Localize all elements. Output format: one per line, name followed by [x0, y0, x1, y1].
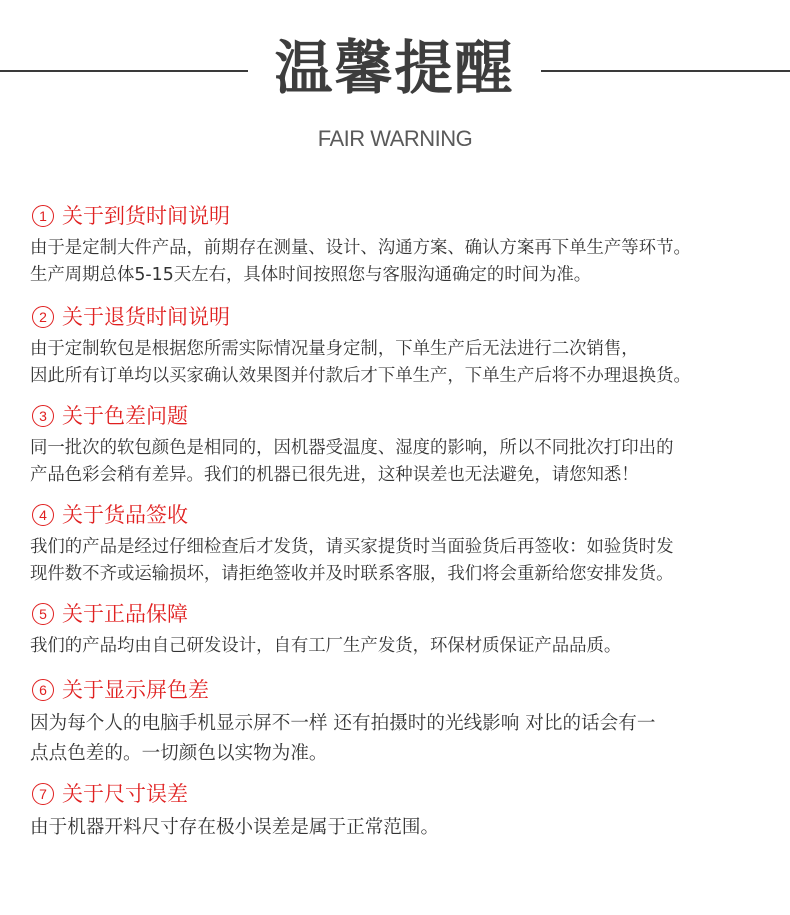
- section-heading: [30, 302, 782, 332]
- section-title: 关于货品签收: [62, 503, 188, 527]
- number-badge: 2: [32, 306, 54, 328]
- left-divider-line: [0, 70, 248, 72]
- section-title: 关于正品保障: [62, 602, 188, 626]
- section-heading: [30, 401, 782, 431]
- right-divider-line: [541, 70, 790, 72]
- section-heading: [30, 201, 782, 231]
- section-body: [30, 709, 782, 769]
- number-badge: 7: [32, 783, 54, 805]
- section-authenticity: [30, 599, 782, 660]
- body-line: 因此所有订单均以买家确认效果图并付款后才下单生产，下单生产后将不办理退换货。: [30, 366, 691, 386]
- body-line: 由于是定制大件产品，前期存在测量、设计、沟通方案、确认方案再下单生产等环节。: [30, 238, 691, 258]
- body-line: 由于机器开料尺寸存在极小误差是属于正常范围。: [30, 817, 440, 838]
- section-title: 关于退货时间说明: [62, 305, 230, 329]
- section-title: 关于尺寸误差: [62, 782, 188, 806]
- section-size-tolerance: [30, 779, 782, 843]
- section-body: [30, 813, 782, 843]
- header: [0, 0, 790, 170]
- body-line: 现件数不齐或运输损坏，请拒绝签收并及时联系客服，我们将会重新给您安排发货。: [30, 564, 674, 584]
- section-body: [30, 633, 782, 660]
- section-color-difference: [30, 401, 782, 489]
- section-body: [30, 435, 782, 489]
- section-return-policy: [30, 302, 782, 390]
- section-receipt: [30, 500, 782, 588]
- body-line: 同一批次的软包颜色是相同的，因机器受温度、湿度的影响，所以不同批次打印出的: [30, 438, 674, 458]
- body-line: 产品色彩会稍有差异。我们的机器已很先进，这种误差也无法避免，请您知悉！: [30, 465, 639, 485]
- section-title: 关于色差问题: [62, 404, 188, 428]
- section-heading: [30, 675, 782, 705]
- body-line: 因为每个人的电脑手机显示屏不一样 还有拍摄时的光线影响 对比的话会有一: [30, 713, 656, 734]
- number-badge: 3: [32, 405, 54, 427]
- body-line: 由于定制软包是根据您所需实际情况量身定制，下单生产后无法进行二次销售，: [30, 339, 639, 359]
- number-badge: 1: [32, 205, 54, 227]
- page-subtitle: FAIR WARNING: [317, 126, 473, 151]
- section-body: [30, 336, 782, 390]
- section-heading: [30, 779, 782, 809]
- number-badge: 5: [32, 603, 54, 625]
- section-title: 关于到货时间说明: [62, 204, 230, 228]
- section-title: 关于显示屏色差: [62, 678, 209, 702]
- number-badge: 6: [32, 679, 54, 701]
- section-body: [30, 235, 782, 289]
- body-line: 我们的产品是经过仔细检查后才发货，请买家提货时当面验货后再签收：如验货时发: [30, 537, 674, 557]
- section-screen-color: [30, 675, 782, 769]
- section-body: [30, 534, 782, 588]
- body-line: 生产周期总体5-15天左右，具体时间按照您与客服沟通确定的时间为准。: [30, 265, 592, 285]
- body-line: 我们的产品均由自己研发设计，自有工厂生产发货，环保材质保证产品品质。: [30, 636, 622, 656]
- body-line: 点点色差的。一切颜色以实物为准。: [30, 743, 328, 764]
- section-heading: [30, 500, 782, 530]
- section-delivery-time: [30, 201, 782, 289]
- number-badge: 4: [32, 504, 54, 526]
- section-heading: [30, 599, 782, 629]
- page-title: 温馨提醒: [274, 34, 515, 102]
